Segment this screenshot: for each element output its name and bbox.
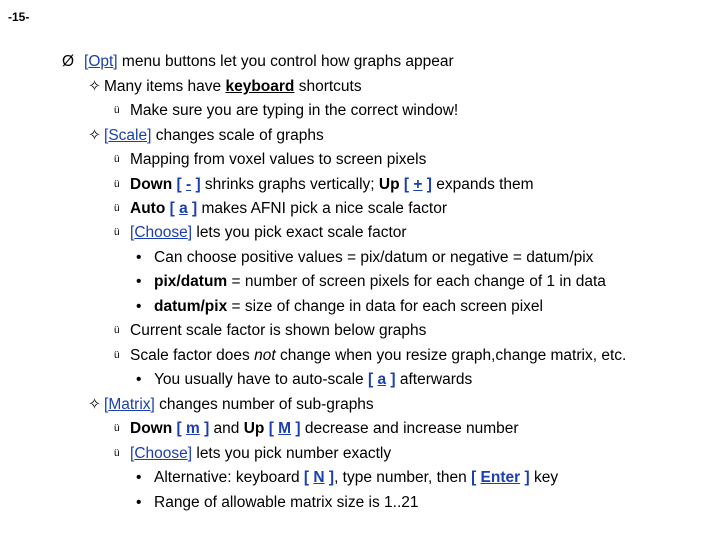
bullet-line-down-up xyxy=(114,175,534,195)
line-text: lets you pick exact scale factor xyxy=(192,224,407,241)
line-text: and xyxy=(209,420,244,437)
bracket-close: ] xyxy=(150,396,155,413)
bullet-line-pix-datum xyxy=(136,272,606,292)
bracket-open: [ xyxy=(403,176,414,193)
bullet-line-auto xyxy=(114,199,447,219)
page-number: -15- xyxy=(8,10,30,24)
bullet-line-scale xyxy=(88,126,324,146)
bracket-open: [ xyxy=(84,53,89,70)
bullet-line-alternative xyxy=(136,468,558,488)
line-text: Can choose positive values = pix/datum or negative = datum/pix xyxy=(154,249,594,266)
not-emphasis: not xyxy=(254,347,276,364)
bracket-close: ] xyxy=(386,371,396,388)
bullet-marker: • xyxy=(136,494,142,511)
plus-key: + xyxy=(413,176,423,193)
line-text: = number of screen pixels for each change of 1 in data xyxy=(227,273,606,290)
bullet-marker: • xyxy=(136,273,142,290)
bracket-open: [ xyxy=(471,469,481,486)
line-text: changes scale of graphs xyxy=(151,127,324,144)
line-text: change when you resize graph,change matrix, etc. xyxy=(275,347,627,364)
line-text: decrease and increase number xyxy=(300,420,519,437)
bullet-line-choose-matrix xyxy=(114,444,391,464)
line-text: shrinks graphs vertically; xyxy=(200,176,379,193)
up-key-label: Up xyxy=(243,420,265,437)
N-key: N xyxy=(313,469,325,486)
bullet-line-choose-scale xyxy=(114,223,407,243)
line-text: lets you pick number exactly xyxy=(192,445,392,462)
bullet-marker: ü xyxy=(114,203,120,214)
bullet-line-positive-negative xyxy=(136,248,593,268)
bullet-marker: ✧ xyxy=(88,396,101,413)
choose-button-label: Choose xyxy=(134,445,188,462)
auto-key-label: Auto xyxy=(130,200,166,217)
bullet-marker: • xyxy=(136,469,142,486)
bullet-marker: ü xyxy=(114,154,120,165)
line-text: , type number, then xyxy=(334,469,472,486)
minus-key: - xyxy=(185,176,192,193)
bullet-line-correct-window xyxy=(114,101,458,121)
bracket-close: ] xyxy=(113,53,118,70)
line-text: expands them xyxy=(431,176,534,193)
bracket-close: ] xyxy=(187,200,198,217)
bullet-line-auto-scale-afterwards xyxy=(136,370,472,390)
bullet-marker: ü xyxy=(114,448,120,459)
bullet-marker: ü xyxy=(114,179,120,190)
line-text: Many items have xyxy=(104,78,226,95)
bracket-close: ] xyxy=(191,176,201,193)
bracket-close: ] xyxy=(291,420,301,437)
bullet-marker: ü xyxy=(114,325,120,336)
bullet-marker: • xyxy=(136,249,142,266)
line-text: Alternative: keyboard xyxy=(154,469,304,486)
bullet-marker: Ø xyxy=(62,53,75,70)
bullet-line-matrix-down-up xyxy=(114,419,519,439)
M-key: M xyxy=(278,420,292,437)
line-text: Range of allowable matrix size is 1..21 xyxy=(154,494,419,511)
bracket-close: ] xyxy=(422,176,432,193)
line-text: Mapping from voxel values to screen pixels xyxy=(130,151,427,168)
bracket-open: [ xyxy=(130,224,135,241)
matrix-button-label: Matrix xyxy=(108,396,151,413)
bullet-marker: ü xyxy=(114,227,120,238)
line-text: = size of change in data for each screen pixel xyxy=(227,298,543,315)
line-text: Scale factor does xyxy=(130,347,255,364)
a-key: a xyxy=(377,371,387,388)
line-text: shortcuts xyxy=(294,78,362,95)
line-text: You usually have to auto-scale xyxy=(154,371,368,388)
line-text: changes number of sub-graphs xyxy=(154,396,374,413)
enter-key: Enter xyxy=(480,469,521,486)
datum-pix-term: datum/pix xyxy=(154,298,228,315)
bracket-open: [ xyxy=(104,396,109,413)
bullet-marker: ü xyxy=(114,350,120,361)
bullet-marker: ü xyxy=(114,423,120,434)
bullet-marker: • xyxy=(136,371,142,388)
bracket-open: [ xyxy=(176,420,186,437)
bullet-marker: ü xyxy=(114,105,120,116)
line-text: Make sure you are typing in the correct window! xyxy=(130,102,459,119)
line-text: menu buttons let you control how graphs appear xyxy=(117,53,454,70)
line-text: afterwards xyxy=(395,371,473,388)
bracket-close: ] xyxy=(520,469,530,486)
bracket-open: [ xyxy=(303,469,314,486)
bullet-line-opt-menu xyxy=(62,52,454,72)
bullet-line-resize xyxy=(114,346,626,366)
a-key: a xyxy=(179,200,188,217)
bullet-marker: • xyxy=(136,298,142,315)
up-key-label: Up xyxy=(378,176,400,193)
bracket-close: ] xyxy=(187,445,193,462)
line-text: makes AFNI pick a nice scale factor xyxy=(197,200,447,217)
m-key: m xyxy=(185,420,200,437)
keyboard-emphasis: keyboard xyxy=(225,78,295,95)
bracket-open: [ xyxy=(169,200,180,217)
bracket-open: [ xyxy=(176,176,186,193)
bullet-line-current-scale xyxy=(114,321,426,341)
bracket-close: ] xyxy=(147,127,152,144)
bracket-open: [ xyxy=(268,420,279,437)
bracket-open: [ xyxy=(130,445,135,462)
down-key-label: Down xyxy=(130,176,173,193)
scale-button-label: Scale xyxy=(108,127,148,144)
bracket-close: ] xyxy=(187,224,193,241)
choose-button-label: Choose xyxy=(134,224,188,241)
bullet-line-datum-pix xyxy=(136,297,543,317)
bracket-close: ] xyxy=(324,469,335,486)
bullet-line-range xyxy=(136,493,419,513)
bracket-open: [ xyxy=(104,127,109,144)
bullet-marker: ✧ xyxy=(88,78,101,95)
opt-button-label: Opt xyxy=(88,53,114,70)
bracket-close: ] xyxy=(199,420,210,437)
pix-datum-term: pix/datum xyxy=(154,273,228,290)
bullet-line-matrix xyxy=(88,395,374,415)
bullet-line-mapping xyxy=(114,150,426,170)
bullet-marker: ✧ xyxy=(88,127,101,144)
bracket-open: [ xyxy=(368,371,378,388)
down-key-label: Down xyxy=(130,420,173,437)
line-text: Current scale factor is shown below graphs xyxy=(130,322,427,339)
line-text: key xyxy=(529,469,559,486)
bullet-line-keyboard-shortcuts xyxy=(88,77,362,97)
